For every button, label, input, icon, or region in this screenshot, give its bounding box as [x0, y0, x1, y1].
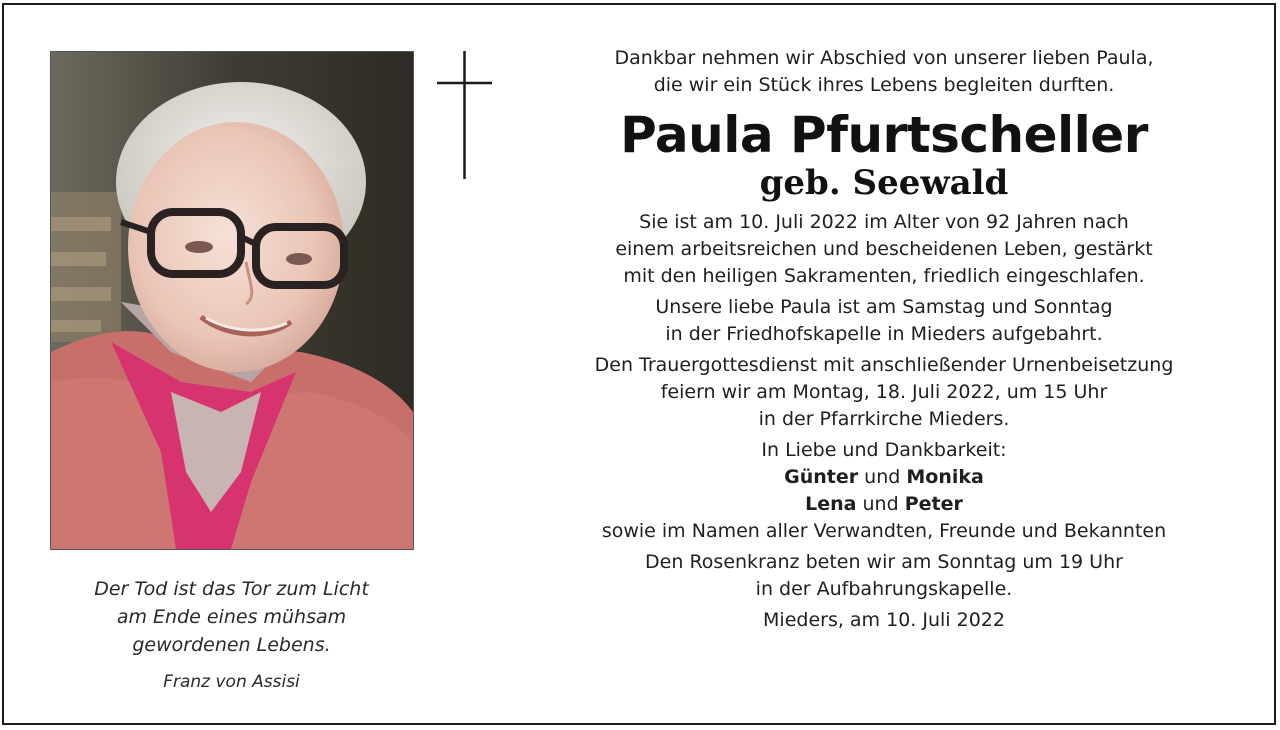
intro-block: [524, 45, 1244, 99]
latin-cross-icon: [437, 51, 492, 179]
quote-author: Franz von Assisi: [163, 672, 300, 692]
death-notice-line: Sie ist am 10. Juli 2022 im Alter von 92 Jahren nach: [639, 211, 1129, 233]
place-date: Mieders, am 10. Juli 2022: [763, 609, 1005, 631]
rosary-block: [524, 549, 1244, 603]
service-block: [524, 352, 1244, 433]
mourner-connector: und: [858, 466, 907, 488]
service-line: feiern wir am Montag, 18. Juli 2022, um 15 Uhr: [660, 381, 1108, 403]
mourner-name: Günter: [784, 466, 859, 488]
obituary-text: [524, 45, 1244, 638]
rosary-line: in der Aufbahrungskapelle.: [755, 578, 1013, 600]
viewing-line: Unsere liebe Paula ist am Samstag und Sonntag: [655, 296, 1113, 318]
mourners-intro: In Liebe und Dankbarkeit:: [761, 439, 1007, 461]
mourner-name: Monika: [906, 466, 984, 488]
rosary-line: Den Rosenkranz beten wir am Sonntag um 19 Uhr: [645, 551, 1123, 573]
mourners-others: sowie im Namen aller Verwandten, Freunde und Bekannten: [601, 520, 1167, 542]
portrait-image: [51, 52, 413, 549]
viewing-block: [524, 294, 1244, 348]
death-notice-line: einem arbeitsreichen und bescheidenen Leben, gestärkt: [615, 238, 1153, 260]
quote-line: Der Tod ist das Tor zum Licht: [94, 578, 369, 600]
mourner-name: Peter: [904, 493, 963, 515]
mourners-pair: [524, 491, 1244, 518]
quote-line: am Ende eines mühsam: [116, 606, 347, 628]
death-notice-block: [524, 209, 1244, 290]
intro-line: die wir ein Stück ihres Lebens begleiten durften.: [653, 74, 1115, 96]
obituary-card: [2, 3, 1276, 725]
death-notice-line: mit den heiligen Sakramenten, friedlich eingeschlafen.: [623, 265, 1145, 287]
maiden-name: geb. Seewald: [759, 163, 1009, 203]
intro-line: Dankbar nehmen wir Abschied von unserer lieben Paula,: [614, 47, 1154, 69]
mourners-block: [524, 437, 1244, 545]
mourner-connector: und: [856, 493, 905, 515]
quote-block: [44, 575, 419, 696]
place-date-block: [524, 607, 1244, 634]
viewing-line: in der Friedhofskapelle in Mieders aufgebahrt.: [665, 323, 1103, 345]
service-line: Den Trauergottesdienst mit anschließender Urnenbeisetzung: [594, 354, 1174, 376]
portrait-photo: [50, 51, 414, 550]
quote-line: gewordenen Lebens.: [132, 634, 331, 656]
service-line: in der Pfarrkirche Mieders.: [758, 408, 1010, 430]
mourners-pair: [524, 464, 1244, 491]
deceased-name: Paula Pfurtscheller: [620, 106, 1148, 164]
mourner-name: Lena: [805, 493, 857, 515]
